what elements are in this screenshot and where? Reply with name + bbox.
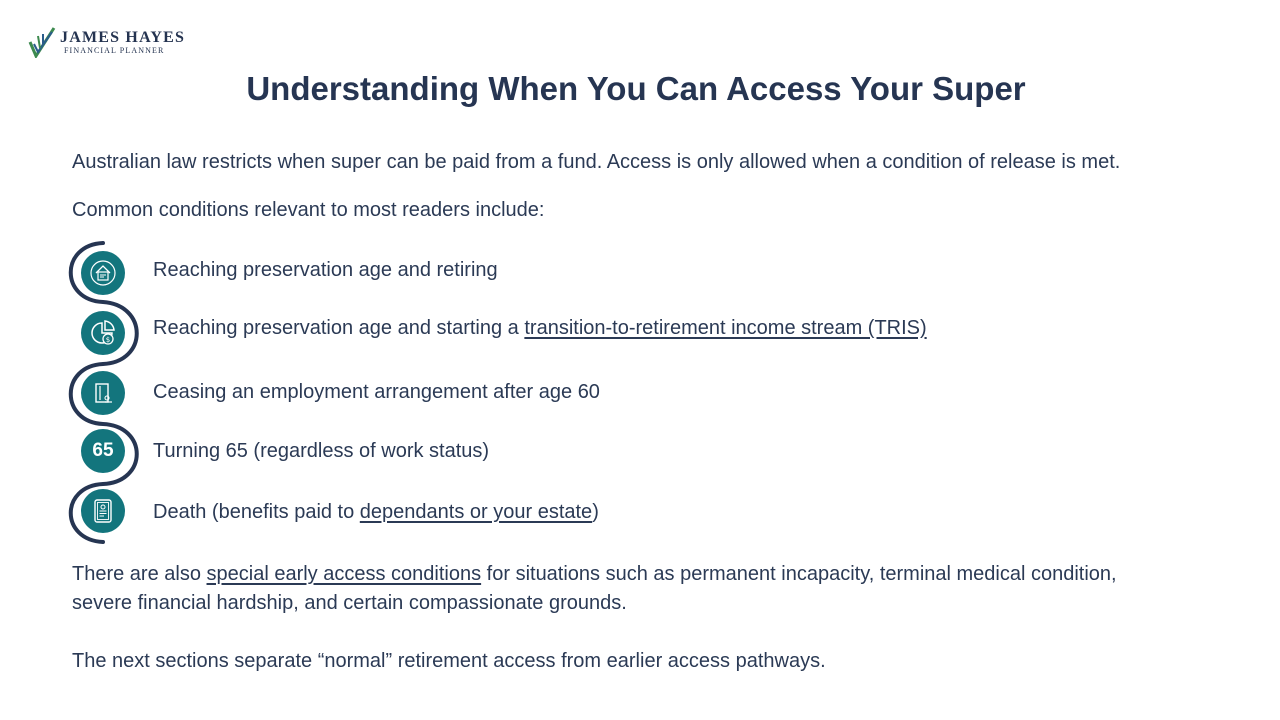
brand-subtitle: FINANCIAL PLANNER [64,46,165,55]
conditions-heading: Common conditions relevant to most readers include: [72,199,545,221]
condition-item-death [153,500,599,524]
certificate-document-icon [81,489,125,533]
house-document-icon [81,251,125,295]
pie-chart-dollar-icon [81,311,125,355]
special-conditions-paragraph [72,560,1212,618]
intro-paragraph: Australian law restricts when super can be paid from a fund. Access is only allowed when a condition of release is met. [72,151,1121,173]
age-65-badge [81,429,125,473]
page-title: Understanding When You Can Access Your Super [246,70,1026,107]
svg-text:$: $ [105,336,111,344]
age-65-label: 65 [92,440,114,461]
tris-link[interactable]: transition-to-retirement income stream (TRIS) [524,317,927,339]
dependants-estate-link[interactable]: dependants or your estate [359,501,593,523]
special-text-line2: severe financial hardship, and certain compassionate grounds. [72,592,627,614]
condition-item-tris [153,316,927,340]
special-text-after: for situations such as permanent incapacity, terminal medical condition, [481,563,1117,585]
closing-paragraph: The next sections separate “normal” retirement access from earlier access pathways. [72,650,826,672]
door-exit-icon [81,371,125,415]
special-early-access-link[interactable]: special early access conditions [206,563,482,585]
condition-text: Death (benefits paid to [153,501,360,523]
condition-item-retiring [153,258,498,282]
condition-text: Reaching preservation age and starting a [153,317,525,339]
brand-name: JAMES HAYES [60,29,186,46]
condition-item-ceasing-employment [153,380,600,404]
condition-item-turning-65 [153,439,489,463]
condition-text: Turning 65 (regardless of work status) [153,440,490,462]
condition-text-after: ) [592,501,599,523]
condition-text: Reaching preservation age and retiring [153,259,498,281]
special-text-before: There are also [72,563,207,585]
condition-text: Ceasing an employment arrangement after age 60 [153,381,600,403]
